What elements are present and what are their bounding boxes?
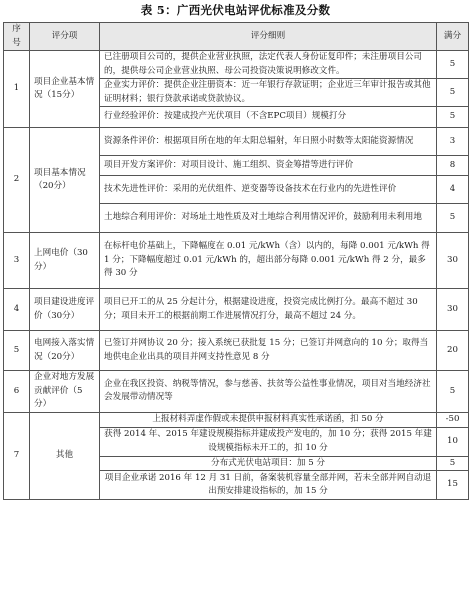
max-score: 5: [437, 456, 469, 471]
scoring-item: 项目企业基本情况（15分）: [30, 51, 100, 128]
table-row: [4, 412, 469, 427]
row-number: 3: [4, 233, 30, 289]
row-number: 2: [4, 128, 30, 233]
max-score: 4: [437, 176, 469, 204]
max-score: 5: [437, 51, 469, 79]
row-number: 5: [4, 331, 30, 371]
scoring-table: [3, 22, 469, 500]
max-score: 30: [437, 289, 469, 331]
max-score: 5: [437, 107, 469, 128]
scoring-item: 其他: [30, 412, 100, 500]
scoring-detail: 项目已开工的从 25 分起计分，根据建设进度，投资完成比例打分。最高不超过 30 分；项目未开工的根据前期工作进展情况打分，最高不超过 24 分。: [100, 289, 437, 331]
row-number: 1: [4, 51, 30, 128]
header-detail: 评分细则: [100, 23, 437, 51]
table-row: [4, 331, 469, 371]
max-score: 10: [437, 427, 469, 456]
scoring-item: 项目建设进度评价（30分）: [30, 289, 100, 331]
table-row: [4, 289, 469, 331]
max-score: 5: [437, 204, 469, 233]
header-item: 评分项: [30, 23, 100, 51]
row-number: 4: [4, 289, 30, 331]
scoring-detail: 行业经验评价：按建成投产光伏项目（不含EPC项目）规模打分: [100, 107, 437, 128]
table-title: 表 5：广西光伏电站评优标准及分数: [140, 3, 331, 17]
table-row: [4, 233, 469, 289]
max-score: 15: [437, 471, 469, 500]
header-no: 序号: [4, 23, 30, 51]
scoring-detail: 企业在我区投资、纳税等情况，参与慈善、扶贫等公益性事业情况，项目对当地经济社会发展带动情况等: [100, 371, 437, 413]
scoring-item: 上网电价（30分）: [30, 233, 100, 289]
scoring-item: 企业对地方发展贡献评价（5分）: [30, 371, 100, 413]
scoring-detail: 已签订并网协议 20 分；接入系统已获批复 15 分；已签订并网意向的 10 分；取得当地供电企业出具的项目并网支持性意见 8 分: [100, 331, 437, 371]
scoring-detail: 土地综合利用评价：对场址土地性质及对土地综合利用情况评价，鼓励利用未利用地: [100, 204, 437, 233]
scoring-detail: 分布式光伏电站项目：加 5 分: [100, 456, 437, 471]
header-score: 满分: [437, 23, 469, 51]
scoring-detail: 技术先进性评价：采用的光伏组件、逆变器等设备技术在行业内的先进性评价: [100, 176, 437, 204]
table-row: [4, 128, 469, 156]
scoring-detail: 获得 2014 年、2015 年建设规模指标并建成投产发电的，加 10 分；获得 2015 年建设规模指标未开工的，扣 10 分: [100, 427, 437, 456]
row-number: 6: [4, 371, 30, 413]
max-score: 30: [437, 233, 469, 289]
row-number: 7: [4, 412, 30, 500]
scoring-detail: 企业实力评价：提供企业注册资本：近一年银行存款证明；企业近三年审计报告或其他证明材料；银行贷款承诺或贷款协议。: [100, 79, 437, 107]
max-score: 8: [437, 156, 469, 176]
max-score: 5: [437, 371, 469, 413]
table-body: [4, 51, 469, 500]
scoring-detail: 项目开发方案评价：对项目设计、施工组织、资金筹措等进行评价: [100, 156, 437, 176]
scoring-detail: 已注册项目公司的，提供企业营业执照，法定代表人身份证复印件；未注册项目公司的，提供母公司企业营业执照、母公司投资决策说明修改文件。: [100, 51, 437, 79]
max-score: 5: [437, 79, 469, 107]
scoring-detail: 资源条件评价：根据项目所在地的年太阳总辐射，年日照小时数等太阳能资源情况: [100, 128, 437, 156]
table-header-row: [4, 23, 469, 51]
max-score: -50: [437, 412, 469, 427]
scoring-detail: 上报材料弄虚作假或未提供申报材料真实性承诺函，扣 50 分: [100, 412, 437, 427]
scoring-detail: 项目企业承诺 2016 年 12 月 31 日前，备案装机容量全部并网，若未全部并网自动退出预安排建设指标的，加 15 分: [100, 471, 437, 500]
table-row: [4, 371, 469, 413]
table-row: [4, 51, 469, 79]
scoring-item: 项目基本情况（20分）: [30, 128, 100, 233]
scoring-item: 电网接入落实情况（20分）: [30, 331, 100, 371]
max-score: 3: [437, 128, 469, 156]
max-score: 20: [437, 331, 469, 371]
scoring-detail: 在标杆电价基础上，下降幅度在 0.01 元/kWh（含）以内的，每降 0.001 元/kWh 得 1 分；下降幅度超过 0.01 元/kWh 的，超出部分每降 0.001 元/kWh 得 2 分，最多得 30 分: [100, 233, 437, 289]
